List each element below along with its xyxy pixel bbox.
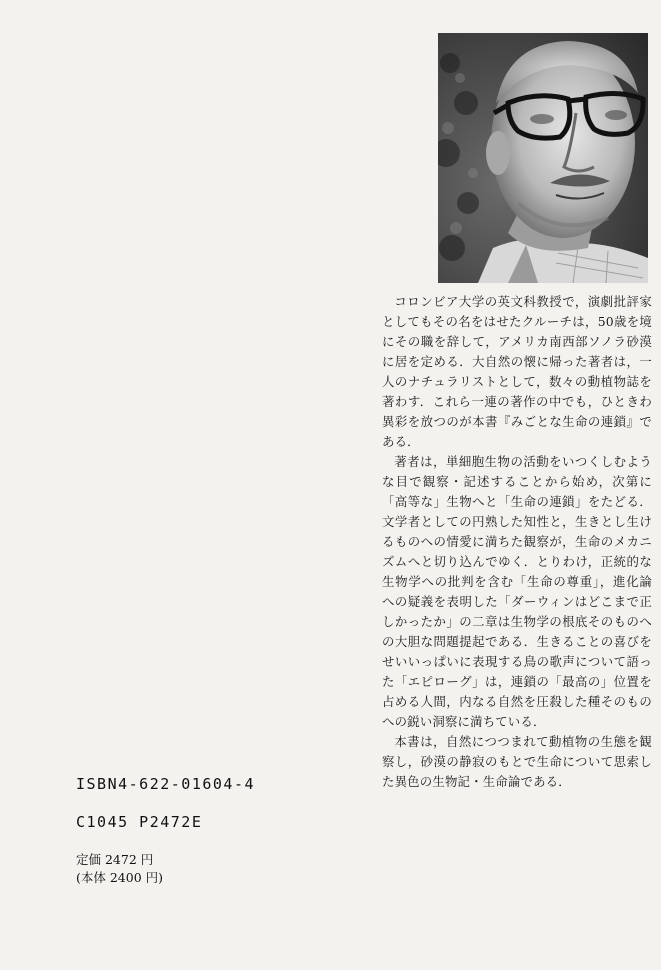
author-portrait-photo — [438, 33, 648, 283]
portrait-image — [438, 33, 648, 283]
description-paragraph-2: 著者は，単細胞生物の活動をいつくしむような目で観察・記述することから始め，次第に「高等な」生物へと「生命の連鎖」をたどる．文学者としての円熟した知性と，生きとし生けるものへの情愛に満ちた観察が，生命のメカニズムへと切り込んでゆく．とりわけ，正統的な生物学への批判を含む「生命の尊重」，進化論への疑義を表明した「ダーウィンはどこまで正しかったか」の二章は生物学の根底そのものへの大胆な問題提起である．生きることの喜びをせいいっぱいに表現する鳥の歌声について語った「エピローグ」は，連鎖の「最高の」位置を占める人間，内なる自然を圧殺した種そのものへの鋭い洞察に満ちている． — [382, 454, 652, 729]
price-with-tax: 定価 2472 円 — [76, 852, 154, 867]
book-description — [382, 292, 652, 792]
description-paragraph-3: 本書は，自然につつまれて動植物の生態を観察し，砂漠の静寂のもとで生命について思索した異色の生物記・生命論である． — [382, 734, 652, 789]
description-paragraph-1: コロンビア大学の英文科教授で，演劇批評家としてもその名をはせたクルーチは，50歳を境にその職を辞して，アメリカ南西部ソノラ砂漠に居を定める．大自然の懐に帰った著者は，一人のナチュラリストとして，数々の動植物誌を著わす．これら一連の著作の中でも，ひときわ異彩を放つのが本書『みごとな生命の連鎖』である． — [382, 294, 652, 449]
price-block — [76, 851, 163, 887]
isbn-code: ISBN4-622-01604-4 — [76, 775, 256, 793]
price-base: (本体 2400 円) — [76, 870, 164, 885]
classification-code: C1045 P2472E — [76, 813, 203, 831]
